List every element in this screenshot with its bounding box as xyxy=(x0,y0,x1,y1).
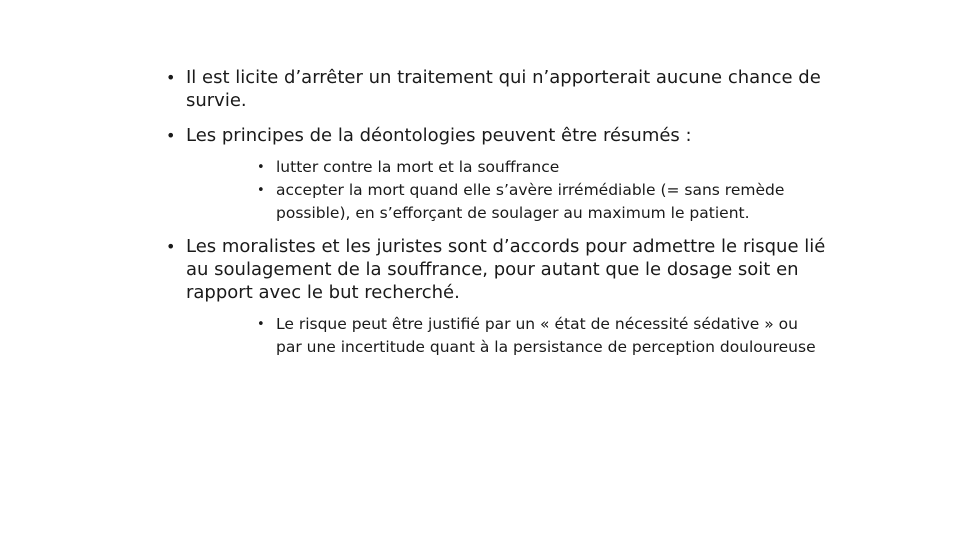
sub-bullet-text: accepter la mort quand elle s’avère irrémédiable (= sans remède possible), en s’efforçant de soulager au maximum le patient. xyxy=(276,181,785,222)
sub-bullet-text: lutter contre la mort et la souffrance xyxy=(276,158,560,176)
slide-content xyxy=(166,66,826,369)
bullet-dot-icon: • xyxy=(166,68,176,87)
sub-bullet-dot-icon: • xyxy=(257,183,265,198)
bullet-item-1 xyxy=(166,66,826,112)
sub-bullet-item xyxy=(256,156,826,179)
bullet-text: Les moralistes et les juristes sont d’accords pour admettre le risque lié au soulagement de la souffrance, pour autant que le dosage soit en rapport avec le but recherché. xyxy=(186,236,826,303)
sub-bullet-item xyxy=(256,313,826,359)
bullet-item-2 xyxy=(166,124,826,225)
bullet-dot-icon: • xyxy=(166,237,176,256)
bullet-item-3 xyxy=(166,235,826,359)
bullet-list xyxy=(166,66,826,359)
bullet-text: Les principes de la déontologies peuvent être résumés : xyxy=(186,125,692,146)
sub-bullet-text: Le risque peut être justifié par un « état de nécessité sédative » ou par une incertitude quant à la persistance de perception douloureuse xyxy=(276,315,816,356)
sub-bullet-list xyxy=(256,313,826,359)
sub-bullet-dot-icon: • xyxy=(257,317,265,332)
bullet-text: Il est licite d’arrêter un traitement qui n’apporterait aucune chance de survie. xyxy=(186,67,821,111)
sub-bullet-dot-icon: • xyxy=(257,160,265,175)
sub-bullet-list xyxy=(256,156,826,225)
bullet-dot-icon: • xyxy=(166,126,176,145)
sub-bullet-item xyxy=(256,179,826,225)
